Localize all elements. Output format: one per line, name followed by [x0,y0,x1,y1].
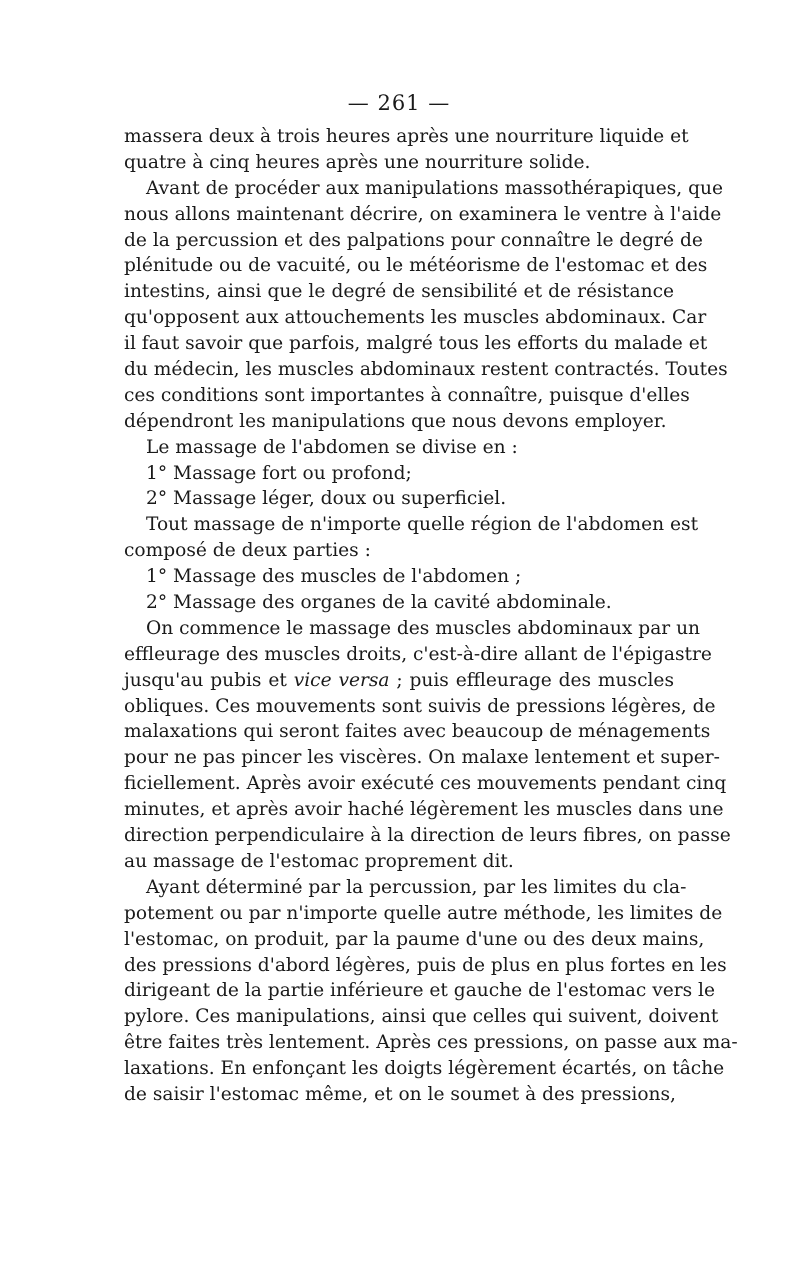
text-line: il faut savoir que parfois, malgré tous les efforts du malade et [124,333,708,355]
text-line: 1° Massage fort ou profond; [146,462,412,484]
text-line: minutes, et après avoir haché légèrement les muscles dans une [124,799,724,821]
text-line: ficiellement. Après avoir exécuté ces mouvements pendant cinq [124,773,727,795]
text-line: être faites très lentement. Après ces pressions, on passe aux ma- [124,1032,738,1054]
text-line: dépendront les manipulations que nous devons employer. [124,410,667,432]
page-number: — 261 — [347,91,451,115]
text-line: 1° Massage des muscles de l'abdomen ; [146,566,522,588]
text-line: potement ou par n'importe quelle autre méthode, les limites de [124,902,723,924]
text-line: des pressions d'abord légères, puis de plus en plus fortes en les [124,954,727,976]
book-page [124,84,738,1108]
text-line: laxations. En enfonçant les doigts légèrement écartés, on tâche [124,1058,725,1080]
text-line: Ayant déterminé par la percussion, par les limites du cla- [146,876,687,898]
text-line: de saisir l'estomac même, et on le soumet à des pressions, [124,1083,676,1105]
text-line: intestins, ainsi que le degré de sensibilité et de résistance [124,281,674,303]
text-line: composé de deux parties : [124,540,371,562]
text-line: jusqu'au pubis et vice versa ; puis effleurage des muscles [124,669,674,691]
text-line: plénitude ou de vacuité, ou le météorisme de l'estomac et des [124,255,708,277]
text-line: On commence le massage des muscles abdominaux par un [146,617,701,639]
text-line: l'estomac, on produit, par la paume d'une ou des deux mains, [124,928,705,950]
text-line: massera deux à trois heures après une nourriture liquide et [124,126,689,147]
text-line: dirigeant de la partie inférieure et gauche de l'estomac vers le [124,980,716,1002]
text-line: obliques. Ces mouvements sont suivis de pressions légères, de [124,695,716,717]
text-line: nous allons maintenant décrire, on examinera le ventre à l'aide [124,203,722,225]
text-line: malaxations qui seront faites avec beaucoup de ménagements [124,721,711,743]
text-line: pylore. Ces manipulations, ainsi que celles qui suivent, doivent [124,1006,719,1028]
text-line: du médecin, les muscles abdominaux restent contractés. Toutes [124,359,728,381]
text-line: de la percussion et des palpations pour connaître le degré de [124,229,703,251]
text-line: quatre à cinq heures après une nourriture solide. [124,151,591,173]
text-line: Le massage de l'abdomen se divise en : [146,436,518,458]
text-line: au massage de l'estomac proprement dit. [124,850,514,872]
text-line: effleurage des muscles droits, c'est-à-dire allant de l'épigastre [124,643,712,665]
text-line: pour ne pas pincer les viscères. On malaxe lentement et super- [124,747,720,769]
text-line: Tout massage de n'importe quelle région de l'abdomen est [146,514,699,536]
text-line: direction perpendiculaire à la direction de leurs fibres, on passe [124,825,731,847]
italic-phrase: vice versa [293,669,390,691]
text-line: qu'opposent aux attouchements les muscles abdominaux. Car [124,307,707,329]
text-line: ces conditions sont importantes à connaître, puisque d'elles [124,384,690,406]
text-line: Avant de procéder aux manipulations massothérapiques, que [146,177,723,199]
body-text [124,124,738,1108]
text-line: 2° Massage léger, doux ou superficiel. [146,488,507,510]
text-line: 2° Massage des organes de la cavité abdominale. [146,592,612,614]
